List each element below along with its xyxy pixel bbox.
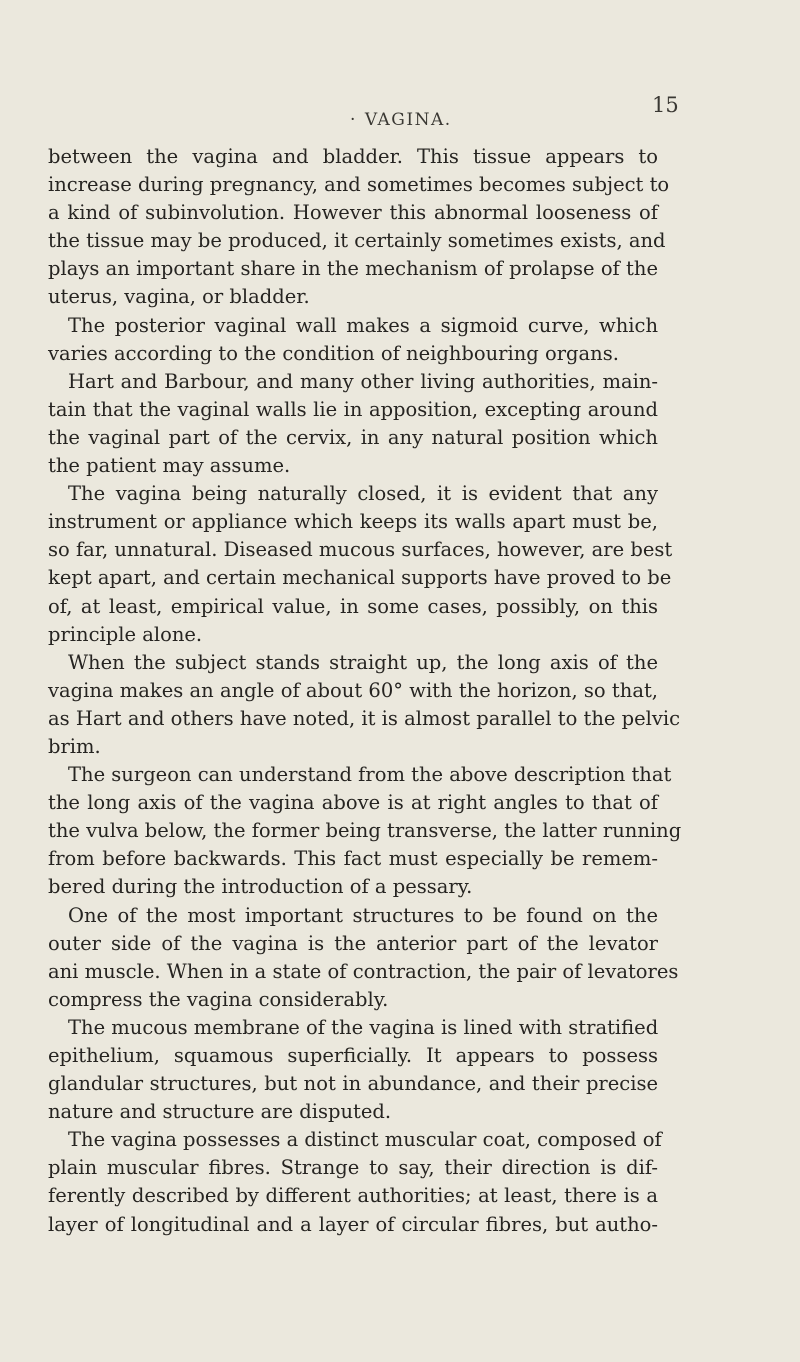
text-line: The vagina being naturally closed, it is evident that any <box>68 482 658 506</box>
text-line: kept apart, and certain mechanical supports have proved to be <box>48 566 672 590</box>
text-line: glandular structures, but not in abundance, and their precise <box>48 1072 658 1096</box>
text-line: principle alone. <box>48 622 203 646</box>
text-line: ani muscle. When in a state of contraction, the pair of levatores <box>48 959 679 983</box>
running-head-title: VAGINA. <box>364 110 452 130</box>
text-line: varies according to the condition of neighbouring organs. <box>48 341 619 365</box>
text-line: the vulva below, the former being transverse, the latter running <box>48 819 682 843</box>
running-head <box>350 110 452 130</box>
text-line: outer side of the vagina is the anterior part of the levator <box>48 931 658 955</box>
text-line: The mucous membrane of the vagina is lined with stratified <box>68 1015 659 1039</box>
text-line: epithelium, squamous superficially. It appears to possess <box>48 1044 658 1067</box>
text-line: The vagina possesses a distinct muscular coat, composed of <box>68 1128 662 1152</box>
text-line: the vaginal part of the cervix, in any natural position which <box>48 425 658 449</box>
text-line: bered during the introduction of a pessary. <box>48 875 473 899</box>
text-line: layer of longitudinal and a layer of circular fibres, but autho- <box>48 1212 658 1236</box>
body-text <box>48 143 682 1239</box>
text-line: the tissue may be produced, it certainly sometimes exists, and <box>48 229 666 253</box>
text-line: as Hart and others have noted, it is almost parallel to the pelvic <box>48 706 681 730</box>
text-line: nature and structure are disputed. <box>48 1100 392 1124</box>
text-line: between the vagina and bladder. This tissue appears to <box>48 145 658 168</box>
text-line: brim. <box>48 734 101 758</box>
text-line: uterus, vagina, or bladder. <box>48 285 310 309</box>
text-line: plays an important share in the mechanism of prolapse of the <box>48 257 658 281</box>
bullet-icon: · <box>350 110 357 130</box>
text-line: ferently described by different authorities; at least, there is a <box>48 1184 658 1208</box>
text-line: When the subject stands straight up, the long axis of the <box>68 650 658 674</box>
text-line: plain muscular fibres. Strange to say, their direction is dif- <box>48 1156 658 1180</box>
text-line: instrument or appliance which keeps its walls apart must be, <box>48 510 658 534</box>
text-line: compress the vagina considerably. <box>48 987 389 1011</box>
text-line: of, at least, empirical value, in some cases, possibly, on this <box>48 594 658 618</box>
text-line: Hart and Barbour, and many other living authorities, main- <box>68 369 658 393</box>
text-line: The surgeon can understand from the above description that <box>68 763 672 787</box>
text-line: One of the most important structures to be found on the <box>68 903 658 927</box>
text-line: the patient may assume. <box>48 454 291 478</box>
text-line: a kind of subinvolution. However this abnormal looseness of <box>48 201 658 225</box>
text-line: vagina makes an angle of about 60° with the horizon, so that, <box>48 678 658 702</box>
text-line: The posterior vaginal wall makes a sigmoid curve, which <box>68 313 658 337</box>
text-line: so far, unnatural. Diseased mucous surfaces, however, are best <box>48 538 673 562</box>
page-number: 15 <box>652 93 679 117</box>
text-line: increase during pregnancy, and sometimes becomes subject to <box>48 173 670 197</box>
text-line: tain that the vaginal walls lie in apposition, excepting around <box>48 397 658 421</box>
text-line: the long axis of the vagina above is at right angles to that of <box>48 791 658 815</box>
text-line: from before backwards. This fact must especially be remem- <box>48 847 658 871</box>
